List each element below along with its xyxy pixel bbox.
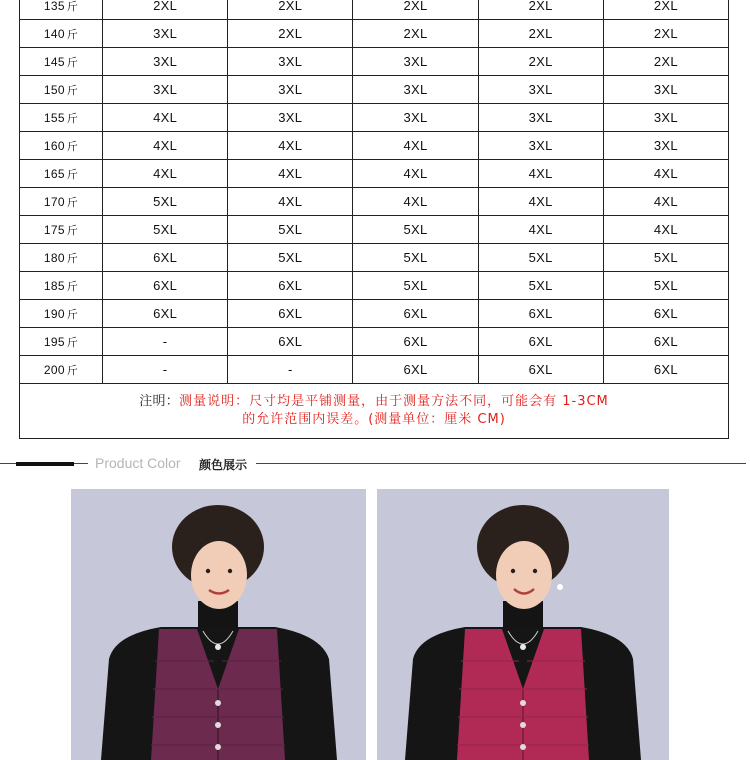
table-row <box>20 216 729 244</box>
size-cell: 6XL <box>353 328 478 356</box>
size-cell: 3XL <box>478 104 603 132</box>
size-cell: 3XL <box>228 48 353 76</box>
size-cell: - <box>228 356 353 384</box>
weight-value: 175 <box>43 222 65 237</box>
weight-cell <box>20 20 103 48</box>
weight-unit: 斤 <box>66 83 79 97</box>
table-row <box>20 48 729 76</box>
weight-cell <box>20 356 103 384</box>
size-cell: 4XL <box>353 188 478 216</box>
weight-cell <box>20 76 103 104</box>
size-cell: 3XL <box>353 48 478 76</box>
measurement-note <box>20 384 729 439</box>
table-row <box>20 356 729 384</box>
size-cell: 4XL <box>103 160 228 188</box>
size-cell: 5XL <box>228 216 353 244</box>
table-row <box>20 328 729 356</box>
size-cell: 4XL <box>228 188 353 216</box>
size-cell: 3XL <box>228 76 353 104</box>
header-rule-accent <box>16 462 74 466</box>
weight-unit: 斤 <box>66 223 79 237</box>
weight-value: 200 <box>43 362 65 377</box>
product-color-header <box>0 452 750 474</box>
table-row <box>20 76 729 104</box>
size-cell: 5XL <box>103 216 228 244</box>
weight-cell <box>20 216 103 244</box>
table-row <box>20 104 729 132</box>
size-cell: 6XL <box>478 356 603 384</box>
weight-value: 145 <box>43 54 65 69</box>
table-row <box>20 188 729 216</box>
size-cell: 6XL <box>228 272 353 300</box>
size-cell: 3XL <box>603 76 728 104</box>
weight-unit: 斤 <box>66 279 79 293</box>
model-illustration <box>71 489 366 760</box>
weight-cell <box>20 104 103 132</box>
weight-unit: 斤 <box>66 55 79 69</box>
note-line-2: 的允许范围内误差。(测量单位：厘米 CM) <box>242 412 506 427</box>
weight-unit: 斤 <box>66 195 79 209</box>
product-photo-red-vest <box>377 489 669 760</box>
size-cell: 2XL <box>478 20 603 48</box>
weight-value: 140 <box>43 26 65 41</box>
size-cell: 5XL <box>478 244 603 272</box>
size-cell: 6XL <box>103 244 228 272</box>
weight-cell <box>20 48 103 76</box>
size-cell: 4XL <box>228 160 353 188</box>
weight-cell <box>20 272 103 300</box>
size-cell: 6XL <box>603 356 728 384</box>
size-cell: 3XL <box>353 76 478 104</box>
size-cell: 4XL <box>603 160 728 188</box>
weight-unit: 斤 <box>66 251 79 265</box>
weight-cell <box>20 300 103 328</box>
section-title-cn: 颜色展示 <box>199 458 248 472</box>
size-cell: 4XL <box>478 160 603 188</box>
weight-unit: 斤 <box>66 335 79 349</box>
weight-unit: 斤 <box>66 363 79 377</box>
size-cell: 5XL <box>353 216 478 244</box>
size-cell: 3XL <box>103 48 228 76</box>
weight-value: 195 <box>43 334 65 349</box>
weight-value: 135 <box>43 0 65 13</box>
size-cell: 6XL <box>603 328 728 356</box>
table-row <box>20 244 729 272</box>
size-cell: 2XL <box>228 20 353 48</box>
size-cell: 5XL <box>603 244 728 272</box>
weight-value: 180 <box>43 250 65 265</box>
table-row <box>20 300 729 328</box>
size-cell: 4XL <box>353 132 478 160</box>
section-title-en: Product Color <box>95 455 181 471</box>
size-cell: 4XL <box>603 216 728 244</box>
weight-cell <box>20 244 103 272</box>
weight-cell <box>20 160 103 188</box>
size-cell: 6XL <box>353 356 478 384</box>
weight-unit: 斤 <box>66 139 79 153</box>
size-cell: 2XL <box>353 20 478 48</box>
size-cell: 3XL <box>603 132 728 160</box>
weight-value: 170 <box>43 194 65 209</box>
size-cell: 6XL <box>103 272 228 300</box>
size-cell: 4XL <box>103 104 228 132</box>
table-row <box>20 160 729 188</box>
size-cell: 4XL <box>228 132 353 160</box>
size-cell: 5XL <box>603 272 728 300</box>
note-label: 注明： <box>139 394 180 409</box>
size-chart-table <box>19 0 729 439</box>
size-cell: 6XL <box>603 300 728 328</box>
size-cell: 2XL <box>103 0 228 20</box>
weight-cell <box>20 0 103 20</box>
model-illustration <box>377 489 669 760</box>
size-cell: 6XL <box>478 328 603 356</box>
table-row <box>20 0 729 20</box>
size-cell: 4XL <box>103 132 228 160</box>
size-cell: 2XL <box>603 0 728 20</box>
size-cell: 4XL <box>603 188 728 216</box>
size-cell: 2XL <box>603 48 728 76</box>
size-cell: 2XL <box>478 0 603 20</box>
size-cell: 4XL <box>353 160 478 188</box>
size-cell: 3XL <box>603 104 728 132</box>
size-cell: - <box>103 356 228 384</box>
weight-unit: 斤 <box>66 111 79 125</box>
size-cell: 2XL <box>353 0 478 20</box>
weight-cell <box>20 188 103 216</box>
weight-unit: 斤 <box>66 307 79 321</box>
size-cell: 3XL <box>228 104 353 132</box>
size-cell: 6XL <box>103 300 228 328</box>
size-cell: 3XL <box>103 20 228 48</box>
size-cell: 6XL <box>478 300 603 328</box>
weight-cell <box>20 328 103 356</box>
size-cell: 6XL <box>228 328 353 356</box>
table-row <box>20 132 729 160</box>
weight-value: 185 <box>43 278 65 293</box>
size-cell: 5XL <box>228 244 353 272</box>
weight-value: 190 <box>43 306 65 321</box>
size-cell: 4XL <box>478 216 603 244</box>
weight-value: 155 <box>43 110 65 125</box>
size-cell: 3XL <box>478 132 603 160</box>
table-row <box>20 20 729 48</box>
size-cell: 3XL <box>103 76 228 104</box>
size-cell: 5XL <box>353 272 478 300</box>
weight-value: 160 <box>43 138 65 153</box>
weight-cell <box>20 132 103 160</box>
product-photo-purple-vest <box>71 489 366 760</box>
size-cell: 3XL <box>478 76 603 104</box>
size-cell: 3XL <box>353 104 478 132</box>
size-cell: - <box>103 328 228 356</box>
weight-value: 150 <box>43 82 65 97</box>
weight-unit: 斤 <box>66 0 79 13</box>
table-row <box>20 272 729 300</box>
size-cell: 2XL <box>228 0 353 20</box>
size-cell: 5XL <box>353 244 478 272</box>
size-cell: 2XL <box>603 20 728 48</box>
weight-value: 165 <box>43 166 65 181</box>
header-rule-right <box>256 463 746 464</box>
size-cell: 4XL <box>478 188 603 216</box>
size-cell: 6XL <box>353 300 478 328</box>
note-line-1: 测量说明：尺寸均是平铺测量，由于测量方法不同，可能会有 1-3CM <box>179 394 609 409</box>
size-cell: 5XL <box>478 272 603 300</box>
size-cell: 5XL <box>103 188 228 216</box>
weight-unit: 斤 <box>66 27 79 41</box>
size-cell: 6XL <box>228 300 353 328</box>
measurement-note-row <box>20 384 729 439</box>
weight-unit: 斤 <box>66 167 79 181</box>
size-cell: 2XL <box>478 48 603 76</box>
